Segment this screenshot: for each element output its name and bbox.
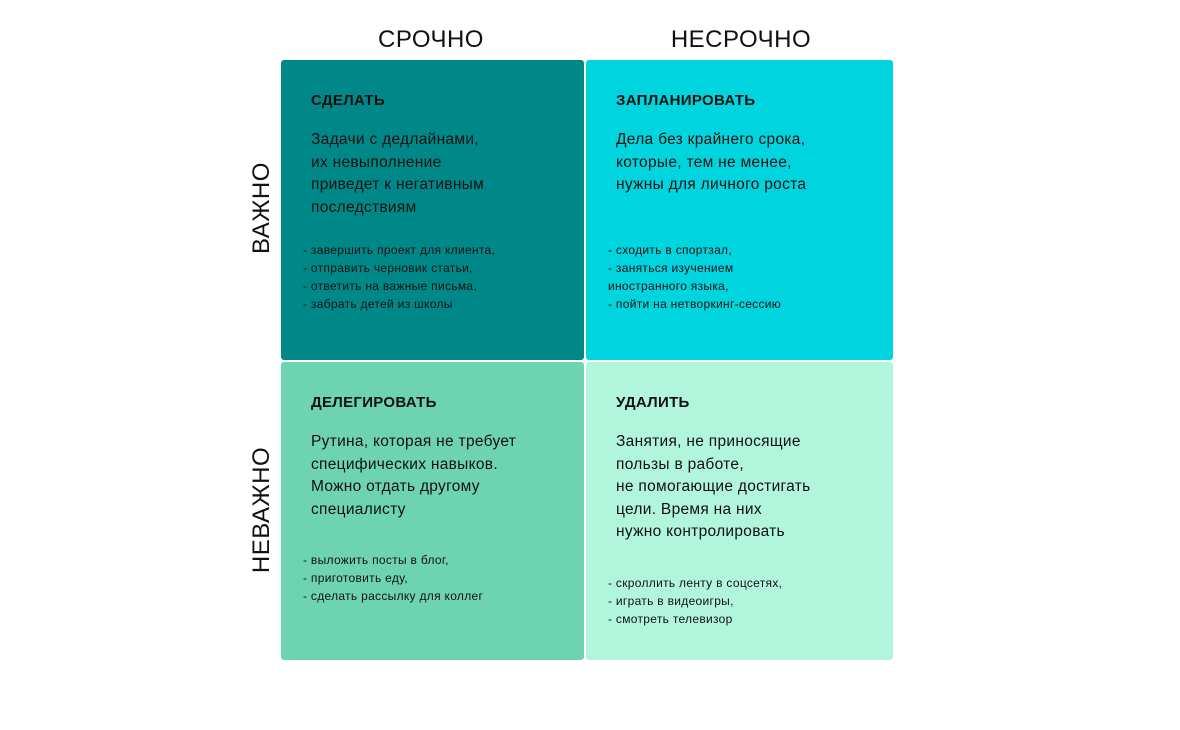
description-line: нужны для личного роста <box>616 176 807 193</box>
list-item: - сделать рассылку для коллег <box>303 589 484 603</box>
list-item: - выложить посты в блог, <box>303 553 449 567</box>
example-list <box>608 241 873 313</box>
description-line: пользы в работе, <box>616 455 744 473</box>
description-line: их невыполнение <box>311 153 442 171</box>
column-header-urgent: СРОЧНО <box>378 26 484 53</box>
description-line: Задачи с дедлайнами, <box>311 131 479 148</box>
list-item: - пойти на нетворкинг-сессию <box>608 297 782 311</box>
list-item: - заняться изучением <box>608 261 734 275</box>
quadrant-description <box>616 129 873 219</box>
description-line: последствиям <box>311 198 417 216</box>
example-list <box>608 574 873 628</box>
list-item: - ответить на важные письма, <box>303 279 477 293</box>
description-line: приведет к негативным <box>311 176 485 193</box>
quadrant-description <box>311 129 564 219</box>
description-line: Рутина, которая не требует <box>311 433 517 450</box>
list-item: - смотреть телевизор <box>608 611 733 626</box>
quadrant-schedule <box>586 60 893 360</box>
description-line: Дела без крайнего срока, <box>616 131 806 148</box>
example-list <box>303 551 564 605</box>
quadrant-delegate <box>281 362 584 660</box>
description-line: Занятия, не приносящие <box>616 433 801 450</box>
quadrant-delete <box>586 362 893 660</box>
description-line: цели. Время на них <box>616 500 762 518</box>
description-line: специфических навыков. <box>311 455 498 473</box>
description-line: специалисту <box>311 500 406 518</box>
list-item: - скроллить ленту в соцсетях, <box>608 575 783 590</box>
description-line: не помогающие достигать <box>616 478 811 495</box>
quadrant-title: СДЕЛАТЬ <box>311 92 385 109</box>
row-header-not-important: НЕВАЖНО <box>248 446 275 574</box>
description-line: Можно отдать другому <box>311 478 480 495</box>
quadrant-do <box>281 60 584 360</box>
quadrant-description <box>311 431 564 521</box>
quadrant-title: ЗАПЛАНИРОВАТЬ <box>616 92 756 109</box>
quadrant-title: УДАЛИТЬ <box>616 394 690 411</box>
list-item: иностранного языка, <box>608 279 729 293</box>
description-line: которые, тем не менее, <box>616 153 792 171</box>
list-item: - забрать детей из школы <box>303 297 453 311</box>
list-item: - играть в видеоигры, <box>608 593 734 608</box>
description-line: нужно контролировать <box>616 523 785 540</box>
quadrant-description <box>616 431 873 544</box>
list-item: - приготовить еду, <box>303 571 408 585</box>
list-item: - отправить черновик статьи, <box>303 261 473 275</box>
list-item: - завершить проект для клиента, <box>303 243 496 257</box>
quadrant-title: ДЕЛЕГИРОВАТЬ <box>311 394 437 411</box>
column-header-not-urgent: НЕСРОЧНО <box>670 26 812 53</box>
row-header-important: ВАЖНО <box>248 162 275 254</box>
list-item: - сходить в спортзал, <box>608 243 732 257</box>
example-list <box>303 241 564 313</box>
